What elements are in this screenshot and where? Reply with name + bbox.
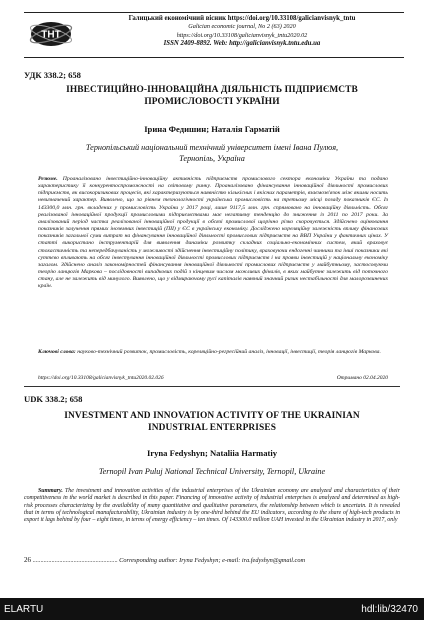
journal-info [82,15,402,49]
repository-name: ELARTU [4,604,44,615]
affiliation-ua [30,142,394,164]
title-ua-line-1: ІНВЕСТИЦІЙНО-ІННОВАЦІЙНА ДІЯЛЬНІСТЬ ПІДПРИЄМСТВ [66,85,358,95]
repository-bar [0,598,424,620]
summary-text: The investment and innovation activities of the industrial enterprises of the Ukrainian economy are analyzed and characteristics of their competitiveness in the world market is described in this paper. Financing of innovative activity of industrial enterprises is analyzed and determined as high-risk processes characterizing by the availability of many quantitative and qualitative parameters, the relationship between which is uncertain. It is revealed that in terms of technological manufacturability, Ukrainian industry is by one-third behind the EU indicators, according to the share of high-tech products in export it lags behind by four – eight times, in terms of energy efficiency – ten times. Of 143300.0 million UAH invested in the Ukrainian industry in 2017, only [24,488,400,524]
journal-header [24,12,404,58]
summary-en [24,488,400,524]
article-doi-link[interactable]: https://doi.org/10.33108/galicianvisnyk_tntu2020.02.026 [38,375,164,381]
article-title-en [30,410,394,434]
abstract-label: Резюме. [38,176,58,182]
title-en-line-1: INVESTMENT AND INNOVATION ACTIVITY OF THE UKRAINIAN [64,411,360,421]
abstract-text: Проаналізовано інвестиційно-інноваційну активність підприємств промислового сектора економіки України та подано характеристику її конкурентоспроможності на світовому ринку. Проаналізовано фінансування інноваційної діяльності промислових підприємств, як високоризикових процесів, які характеризуються наявністю кількісних і якісних параметрів, взаємозв'язок між якими носить невизначений характер. Виявлено, що за рівнем технологічності українська промисловість на третьому місці позаду показників ЄС. Із 143300,0 млн. грн. вкладених у промисловість України у 2017 році, лише 9117,5 млн. грн. спрямовано на інноваційну діяльність. Обсяг реалізованої інноваційної продукції промисловими підприємствами має негативну тенденцію до зниження із 2011 по 2017 роки. За аналізований період частка реалізованої інноваційної продукції в обсязі промислової щорічно різко скорочується. Здійснено оцінювання показників залучення прямих іноземних інвестицій (ПІІ) у ЄС в українську економіку. Досліджено кореляційну залежність впливу фінансових показників загальної суми витрат на фінансування інноваційної діяльності промислових підприємств на ВВП України у фактичних цінах. У статті використано інструментарій для виявлення динаміки розвитку складних соціально-економічних систем, який враховує стохастичність та непередбачуваність у можливості здійснення інвестиційну політику, враховуючи ендогенні чинники та інші показники які суттєво впливають на обсяг інвестування інноваційної діяльності промислових підприємств і на прояви інвестицій у національну економіку загалом. Здійснено аналіз закономірностей фінансування інноваційної діяльності промислових підприємств у майбутньому, застосовуючи теорію ланцюгів Маркова – послідовності випадкових подій з кінцевим числом можливих фіналів, в яких майбутнє залежить від поточного стану, але не залежить від минулого. Виявлено, що у відмираючому русі капіталів наявний значний ризик нестабільності для малорозвинених країн. [38,176,388,290]
authors-en: Iryna Fedyshyn; Nataliia Harmatiy [146,448,278,458]
keywords-text: науково-технічний розвиток, промисловість, кореляційно-регресійний аналіз, інновації, інвестиції, теорія ланцюгів Маркова. [75,349,381,355]
received-date: Отримано 02.04.2020 [336,375,388,381]
article-title-ua [30,84,394,108]
journal-title-line: Галицький економічний вісник https://doi.org/10.33108/galicianvisnyk_tntu [128,15,356,22]
authors-ua: Ірина Федишин; Наталія Гарматій [144,124,280,134]
doi-row [38,375,388,381]
journal-issue-line: Galician economic journal, No 2 (63) 2020 [188,23,296,31]
university-logo [28,17,74,51]
affiliation-ua-line-2: Тернопіль, Україна [179,154,245,163]
abstract-ua [38,176,388,291]
summary-label: Summary. [38,488,63,494]
keywords-label: Ключові слова: [38,349,76,355]
journal-doi-line[interactable]: https://doi.org/10.33108/galicianvisnyk_tntu2020.02 [176,31,308,39]
affiliation-en: Ternopil Ivan Puluj National Technical University, Ternopil, Ukraine [98,467,326,476]
udc-code-en: UDK 338.2; 658 [24,394,83,404]
page-number: 26 [24,556,31,564]
logo-text: ТНТ [41,29,61,41]
udc-code-ua: УДК 338.2; 658 [24,70,81,80]
handle-id[interactable]: hdl:lib/32470 [361,604,418,615]
title-en-line-2: INDUSTRIAL ENTERPRISES [147,423,277,433]
section-divider [24,386,400,387]
corresponding-author: Corresponding author: Iryna Fedyshyn; e-mail: ira.fedyshyn@gmail.com [119,557,306,564]
keywords-ua [38,349,388,356]
affiliation-ua-line-1: Тернопільський національний технічний університет імені Івана Пулюя, [85,143,339,152]
journal-issn-line[interactable]: ISSN 2409-8892. Web: http://galicianvisnyk.tntu.edu.ua [163,40,321,48]
page-footer: 26 ...................................................... Corresponding author: Iryna Fedyshyn; e-mail: ira.fedyshyn@gmail.com [24,556,306,564]
title-ua-line-2: ПРОМИСЛОВОСТІ УКРАЇНИ [144,97,280,107]
